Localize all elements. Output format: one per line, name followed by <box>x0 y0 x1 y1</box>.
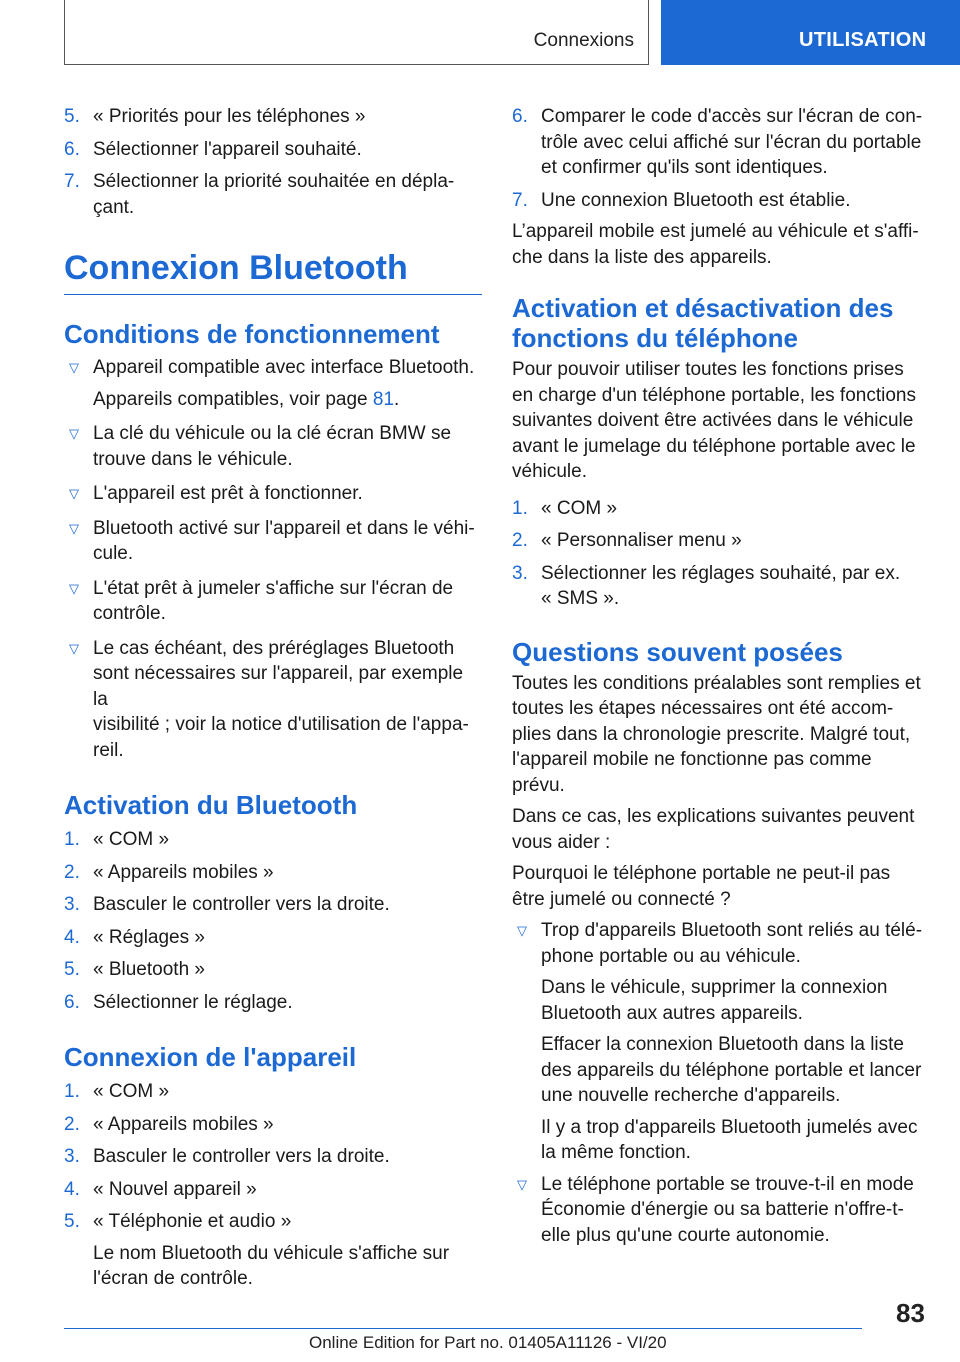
step-text: « COM » <box>93 829 170 850</box>
paragraph-line: L’appareil mobile est jumelé au véhicule et s'affi‐ <box>512 221 919 242</box>
bullet-text-cont: phone portable ou au véhicule. <box>541 945 801 967</box>
step-text-cont: et confirmer qu'ils sont identiques. <box>541 157 828 178</box>
triangle-bullet-icon: ▽ <box>69 640 79 656</box>
list-item <box>512 188 932 214</box>
paragraph <box>512 357 932 485</box>
list-item <box>512 528 932 554</box>
list-item <box>64 990 482 1016</box>
list-item <box>64 1112 482 1138</box>
note-punct: . <box>394 388 400 410</box>
note-text-cont: des appareils du téléphone portable et lancer <box>541 1059 922 1081</box>
paragraph-line: plies dans la chronologie prescrite. Malgré tout, <box>512 723 911 745</box>
step-number: 4. <box>64 1178 80 1200</box>
paragraph-line: en charge d'un téléphone portable, les fonctions <box>512 384 916 406</box>
note-text: Appareils compatibles, voir page <box>93 388 373 410</box>
step-number: 2. <box>64 1113 80 1135</box>
paragraph-line: vous aider : <box>512 831 611 853</box>
heading-line: fonctions du téléphone <box>512 323 798 353</box>
step-text: « Appareils mobiles » <box>93 861 274 883</box>
step-text: « Téléphonie et audio » <box>93 1211 292 1232</box>
note-text: Il y a trop d'appareils Bluetooth jumelés avec <box>541 1116 918 1138</box>
list-item-note <box>512 1115 932 1166</box>
step-number: 1. <box>64 1081 80 1102</box>
bullet-text-cont: elle plus qu'une courte autonomie. <box>541 1224 830 1246</box>
list-item <box>512 561 932 612</box>
paragraph-line: prévu. <box>512 774 565 796</box>
step-number: 1. <box>512 497 528 519</box>
step-number: 2. <box>64 861 80 883</box>
note-text: Dans le véhicule, supprimer la connexion <box>541 977 888 998</box>
step-text: Sélectionner l'appareil souhaité. <box>93 138 362 160</box>
paragraph <box>512 804 932 855</box>
step-number: 3. <box>512 562 528 584</box>
list-item <box>64 137 482 163</box>
note-text: Le nom Bluetooth du véhicule s'affiche sur <box>93 1242 450 1264</box>
right-column <box>512 104 932 1248</box>
header-section-box <box>64 0 649 65</box>
paragraph <box>512 219 932 270</box>
heading-line: Activation et désactivation des <box>512 293 894 323</box>
step-text: « COM » <box>541 497 618 519</box>
note-text: Effacer la connexion Bluetooth dans la liste <box>541 1034 904 1055</box>
step-text: Sélectionner les réglages souhaité, par ex. <box>541 562 901 584</box>
bullet-text: L'appareil est prêt à fonctionner. <box>93 483 363 504</box>
paragraph-line: être jumelé ou connecté ? <box>512 888 731 910</box>
bullet-text: Le cas échéant, des préréglages Bluetooth <box>93 637 455 659</box>
list-item <box>64 1177 482 1203</box>
list-item <box>64 481 482 507</box>
triangle-bullet-icon: ▽ <box>69 580 79 596</box>
subsection-heading: Questions souvent posées <box>512 636 843 667</box>
step-text: « Bluetooth » <box>93 959 205 980</box>
list-item <box>64 355 482 381</box>
list-item <box>512 104 932 181</box>
header-chapter-title: UTILISATION <box>799 29 927 51</box>
subsection-heading: Conditions de fonctionnement <box>64 319 440 349</box>
step-number: 7. <box>512 189 528 211</box>
step-number: 5. <box>64 1211 80 1232</box>
left-column <box>64 104 482 1292</box>
list-item <box>64 892 482 918</box>
paragraph-line: toutes les étapes nécessaires ont été accom‐ <box>512 698 894 719</box>
step-text: Basculer le controller vers la droite. <box>93 894 390 915</box>
triangle-bullet-icon: ▽ <box>69 520 79 536</box>
bullet-text-cont: contrôle. <box>93 603 166 624</box>
list-item <box>64 827 482 853</box>
bullet-text-cont: visibilité ; voir la notice d'utilisation de l'appa‐ <box>93 714 469 735</box>
subsection-heading: Connexion de l'appareil <box>64 1042 357 1072</box>
list-item <box>512 496 932 522</box>
step-number: 3. <box>64 894 80 915</box>
step-text-cont: trôle avec celui affiché sur l'écran du portable <box>541 131 922 153</box>
list-item <box>64 860 482 886</box>
list-item <box>512 1172 932 1249</box>
triangle-bullet-icon: ▽ <box>517 1176 527 1192</box>
note-text-cont: une nouvelle recherche d'appareils. <box>541 1085 841 1106</box>
step-number: 5. <box>64 959 80 980</box>
bullet-text: La clé du véhicule ou la clé écran BMW se <box>93 423 452 444</box>
triangle-bullet-icon: ▽ <box>69 360 79 375</box>
list-item-note <box>64 387 482 413</box>
bullet-text: Trop d'appareils Bluetooth sont reliés au télé‐ <box>541 920 923 941</box>
list-item-note <box>512 1032 932 1109</box>
triangle-bullet-icon: ▽ <box>69 426 79 441</box>
step-text: Une connexion Bluetooth est établie. <box>541 189 851 211</box>
bullet-text-cont: reil. <box>93 739 124 761</box>
section-title: Connexion Bluetooth <box>64 248 482 295</box>
step-text: « COM » <box>93 1081 170 1102</box>
step-text: Sélectionner la priorité souhaitée en dépla‐ <box>93 171 455 192</box>
step-number: 2. <box>512 530 528 551</box>
paragraph-line: l'appareil mobile ne fonctionne pas comme <box>512 749 872 770</box>
step-number: 1. <box>64 829 80 850</box>
bullet-text: Appareil compatible avec interface Bluetooth. <box>93 357 475 378</box>
footer-edition: Online Edition for Part no. 01405A11126 - VI/20 <box>309 1333 667 1352</box>
paragraph <box>512 671 932 799</box>
step-text: « Appareils mobiles » <box>93 1113 274 1135</box>
bullet-text: L'état prêt à jumeler s'affiche sur l'écran de <box>93 577 454 599</box>
paragraph-line: véhicule. <box>512 461 587 482</box>
subsection-heading <box>512 293 932 353</box>
bullet-text-cont: cule. <box>93 543 134 564</box>
paragraph-line: avant le jumelage du téléphone portable avec le <box>512 435 916 457</box>
list-item <box>512 918 932 969</box>
bullet-text-cont: sont nécessaires sur l'appareil, par exemple la <box>93 663 464 710</box>
footer-divider <box>64 1328 862 1329</box>
bullet-text: Bluetooth activé sur l'appareil et dans le véhi‐ <box>93 517 475 539</box>
list-item <box>64 925 482 951</box>
triangle-bullet-icon: ▽ <box>69 486 79 501</box>
header-section-title: Connexions <box>533 30 634 51</box>
step-number: 6. <box>512 106 528 127</box>
note-text-cont: la même fonction. <box>541 1142 691 1163</box>
page-number: 83 <box>896 1298 925 1328</box>
paragraph <box>512 861 932 912</box>
step-text: Basculer le controller vers la droite. <box>93 1146 390 1167</box>
list-item <box>64 1079 482 1105</box>
page-link[interactable]: 81 <box>372 388 395 410</box>
header-chapter-tab <box>661 0 960 65</box>
bullet-text-cont: trouve dans le véhicule. <box>93 448 293 470</box>
step-text-cont: çant. <box>93 196 135 218</box>
step-number: 7. <box>64 171 80 192</box>
paragraph-line: suivantes doivent être activées dans le véhicule <box>512 410 914 431</box>
paragraph-line: che dans la liste des appareils. <box>512 246 772 268</box>
paragraph-line: Pourquoi le téléphone portable ne peut-il pas <box>512 863 891 884</box>
compatible-devices-note <box>93 387 482 413</box>
step-text: « Personnaliser menu » <box>541 530 742 551</box>
list-item-note <box>64 1241 482 1292</box>
step-text: « Réglages » <box>93 926 205 948</box>
step-text: « Priorités pour les téléphones » <box>93 106 366 127</box>
list-item <box>64 421 482 472</box>
note-text-cont: l'écran de contrôle. <box>93 1268 253 1289</box>
paragraph-line: Pour pouvoir utiliser toutes les fonctions prises <box>512 359 904 380</box>
list-item <box>64 1209 482 1235</box>
step-text-cont: « SMS ». <box>541 588 620 609</box>
step-number: 5. <box>64 106 80 127</box>
step-text: Sélectionner le réglage. <box>93 991 293 1013</box>
list-item <box>64 104 482 130</box>
step-text: Comparer le code d'accès sur l'écran de con‐ <box>541 106 923 127</box>
list-item <box>64 576 482 627</box>
triangle-bullet-icon: ▽ <box>517 923 527 938</box>
bullet-text: Le téléphone portable se trouve-t-il en mode <box>541 1173 914 1195</box>
subsection-heading: Activation du Bluetooth <box>64 790 358 820</box>
list-item <box>64 957 482 983</box>
step-number: 3. <box>64 1146 80 1167</box>
paragraph-line: Dans ce cas, les explications suivantes peuvent <box>512 806 915 827</box>
step-number: 4. <box>64 926 80 948</box>
list-item <box>64 516 482 567</box>
list-item <box>64 1144 482 1170</box>
step-number: 6. <box>64 138 80 160</box>
list-item-note <box>512 975 932 1026</box>
list-item <box>64 636 482 764</box>
step-text: « Nouvel appareil » <box>93 1178 257 1200</box>
paragraph-line: Toutes les conditions préalables sont remplies et <box>512 672 921 694</box>
note-text-cont: Bluetooth aux autres appareils. <box>541 1002 803 1024</box>
bullet-text-cont: Économie d'énergie ou sa batterie n'offre-t- <box>541 1199 904 1220</box>
step-number: 6. <box>64 991 80 1013</box>
list-item <box>64 169 482 220</box>
